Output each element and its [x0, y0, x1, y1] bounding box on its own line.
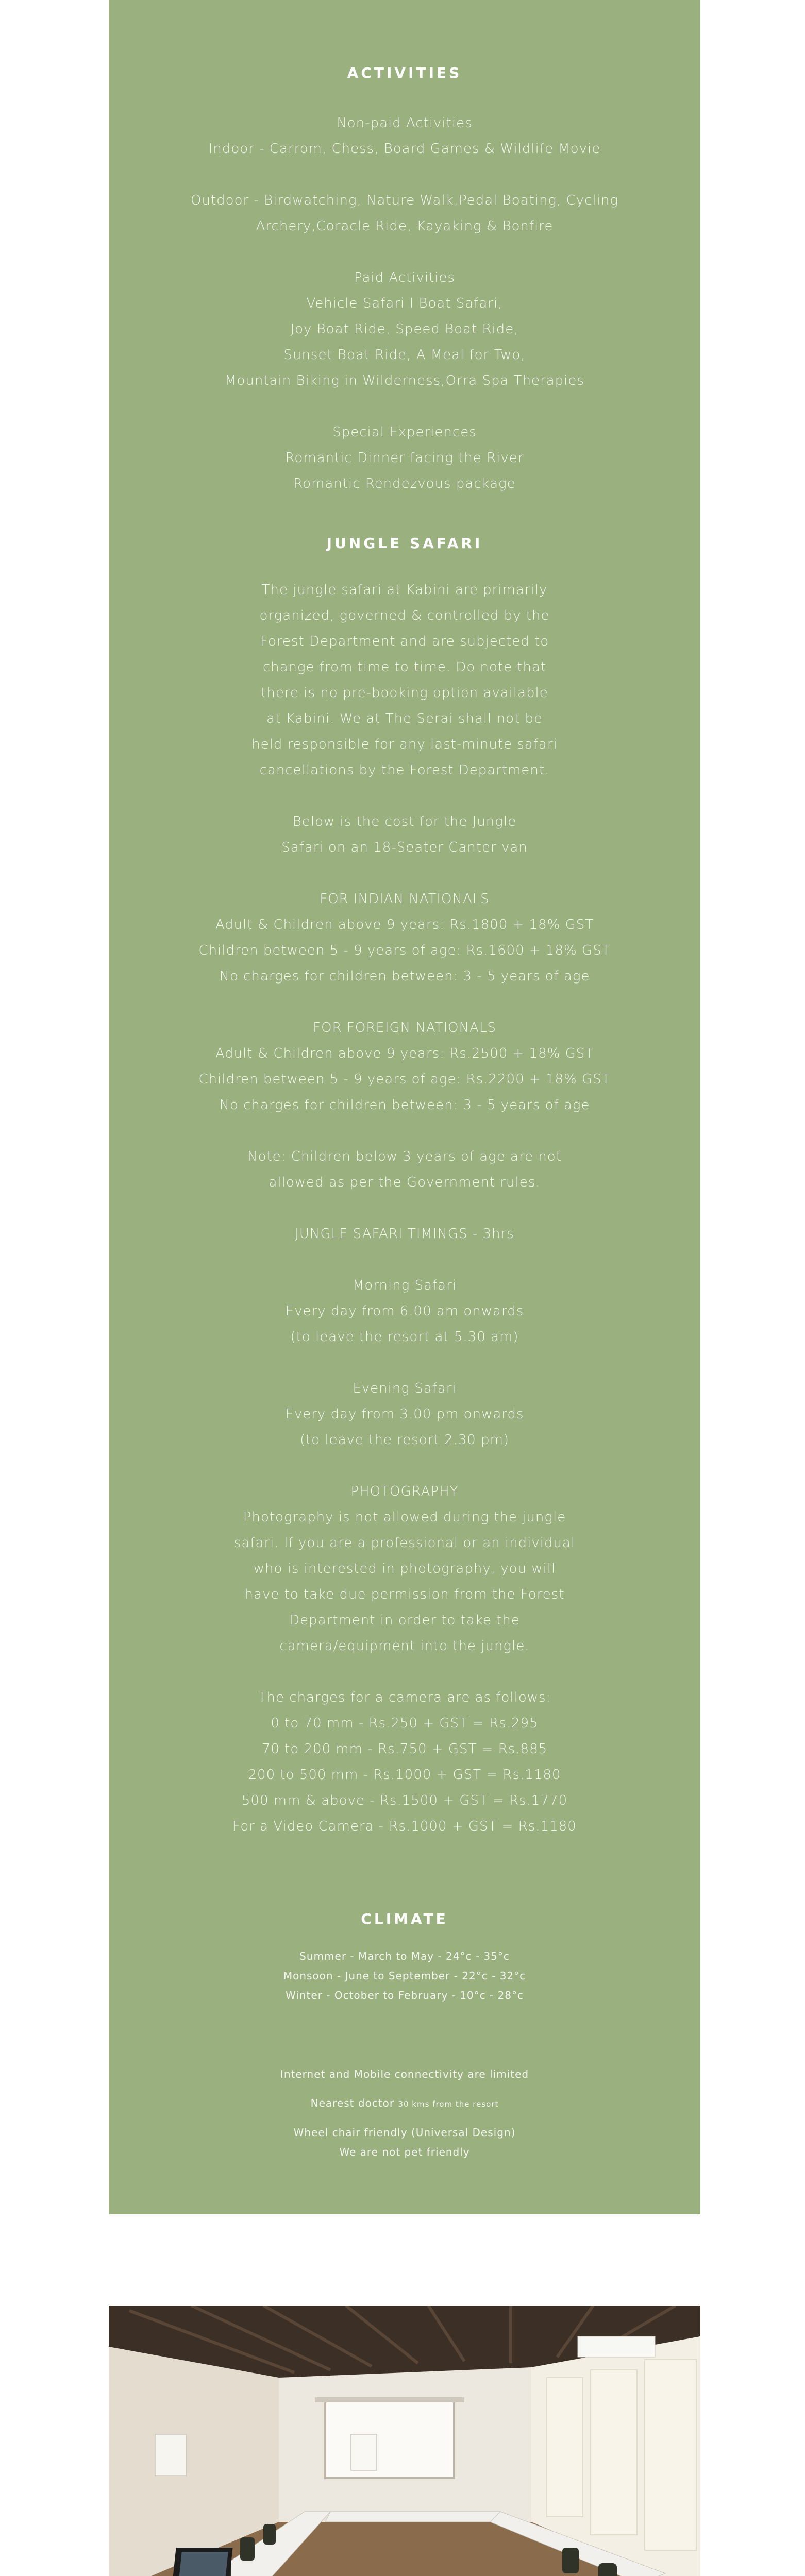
safari-evening [109, 1376, 700, 1453]
safari-line: 200 to 500 mm - Rs.1000 + GST = Rs.1180 [248, 1767, 561, 1783]
climate-section [109, 1910, 700, 1927]
activities-section [109, 64, 700, 81]
climate-season: Winter - October to February - 10°c - 28°c [285, 1989, 524, 2002]
climate-seasons [109, 1946, 700, 2005]
activity-line: Sunset Boat Ride, A Meal for Two, [283, 347, 526, 363]
activities-heading: ACTIVITIES [347, 64, 462, 81]
safari-indian-prices [109, 886, 700, 989]
safari-line: Adult & Children above 9 years: Rs.1800 + 18% GST [215, 917, 594, 933]
safari-intro [109, 577, 700, 783]
safari-line: Morning Safari [352, 1278, 457, 1293]
safari-line: No charges for children between: 3 - 5 years of age [219, 1097, 590, 1113]
safari-line: Safari on an 18-Seater Canter van [281, 840, 528, 855]
activity-line: Mountain Biking in Wilderness,Orra Spa Therapies [225, 373, 584, 388]
safari-cost-intro [109, 809, 700, 860]
safari-note [109, 1144, 700, 1195]
safari-line: have to take due permission from the Forest [244, 1587, 565, 1602]
safari-line: camera/equipment into the jungle. [279, 1638, 530, 1654]
connectivity-note: Internet and Mobile connectivity are limited [280, 2068, 529, 2080]
safari-line: change from time to time. Do note that [262, 659, 547, 675]
safari-line: Evening Safari [353, 1381, 457, 1396]
safari-line: cancellations by the Forest Department. [259, 762, 550, 778]
climate-season: Summer - March to May - 24°c - 35°c [299, 1950, 510, 1962]
safari-line: For a Video Camera - Rs.1000 + GST = Rs.1180 [232, 1819, 577, 1834]
activity-line: Joy Boat Ride, Speed Boat Ride, [290, 321, 519, 337]
climate-season: Monsoon - June to September - 22°c - 32°c [283, 1970, 526, 1982]
safari-line: 500 mm & above - Rs.1500 + GST = Rs.1770 [241, 1793, 568, 1808]
safari-line: Children between 5 - 9 years of age: Rs.1600 + 18% GST [198, 943, 611, 958]
safari-timings [109, 1221, 700, 1247]
safari-line: Below is the cost for the Jungle [292, 814, 517, 829]
conference-room-photo [109, 2306, 700, 2576]
safari-section [109, 535, 700, 552]
activity-line: Romantic Rendezvous package [293, 476, 516, 492]
climate-heading: CLIMATE [361, 1910, 448, 1927]
safari-line: Children between 5 - 9 years of age: Rs.2200 + 18% GST [198, 1072, 611, 1087]
pets-note: We are not pet friendly [339, 2146, 470, 2158]
safari-line: (to leave the resort 2.30 pm) [299, 1432, 510, 1448]
safari-line: allowed as per the Government rules. [269, 1175, 541, 1190]
info-panel [109, 0, 700, 2214]
activity-line: Non-paid Activities [337, 115, 473, 131]
safari-line: there is no pre-booking option available [261, 685, 548, 701]
safari-line: Note: Children below 3 years of age are not [247, 1149, 562, 1164]
safari-line: JUNGLE SAFARI TIMINGS - 3hrs [295, 1226, 514, 1242]
safari-morning [109, 1273, 700, 1350]
doctor-note [109, 2089, 700, 2119]
safari-line: FOR FOREIGN NATIONALS [313, 1020, 496, 1036]
activity-line: Special Experiences [332, 425, 477, 440]
safari-photography [109, 1479, 700, 1659]
safari-line: (to leave the resort at 5.30 am) [290, 1329, 519, 1345]
activity-line: Paid Activities [354, 270, 456, 285]
safari-line: at Kabini. We at The Serai shall not be [266, 711, 543, 726]
safari-line: 0 to 70 mm - Rs.250 + GST = Rs.295 [271, 1716, 539, 1731]
safari-line: safari. If you are a professional or an individual [233, 1535, 576, 1551]
safari-line: PHOTOGRAPHY [350, 1484, 459, 1499]
safari-line: The jungle safari at Kabini are primarily [261, 582, 548, 598]
safari-camera-charges [109, 1685, 700, 1839]
safari-line: Every day from 3.00 pm onwards [285, 1406, 524, 1422]
safari-line: FOR INDIAN NATIONALS [320, 891, 490, 907]
safari-line: The charges for a camera are as follows: [258, 1690, 551, 1705]
safari-line: Every day from 6.00 am onwards [285, 1303, 524, 1319]
safari-line: who is interested in photography, you will [253, 1561, 556, 1577]
safari-line: No charges for children between: 3 - 5 years of age [219, 969, 590, 984]
activity-line: Archery,Coracle Ride, Kayaking & Bonfire [256, 218, 554, 234]
safari-line: Photography is not allowed during the jungle [243, 1510, 566, 1525]
safari-foreign-prices [109, 1015, 700, 1118]
safari-line: organized, governed & controlled by the [259, 608, 550, 623]
conference-room-illustration [109, 2306, 700, 2576]
climate-notes [109, 2060, 700, 2162]
activities-nonpaid [109, 110, 700, 162]
activity-line: Outdoor - Birdwatching, Nature Walk,Pedal Boating, Cycling [191, 193, 618, 208]
activities-paid [109, 265, 700, 394]
safari-line: Department in order to take the [289, 1613, 520, 1628]
safari-line: Forest Department and are subjected to [260, 634, 549, 649]
safari-heading: JUNGLE SAFARI [326, 535, 483, 552]
safari-line: Adult & Children above 9 years: Rs.2500 + 18% GST [215, 1046, 594, 1061]
safari-line: 70 to 200 mm - Rs.750 + GST = Rs.885 [261, 1741, 548, 1757]
activities-special [109, 419, 700, 497]
wheelchair-note: Wheel chair friendly (Universal Design) [293, 2126, 516, 2139]
safari-line: held responsible for any last-minute safari [251, 737, 558, 752]
activity-line: Vehicle Safari I Boat Safari, [306, 296, 503, 311]
activity-line: Indoor - Carrom, Chess, Board Games & Wildlife Movie [208, 141, 601, 157]
activities-outdoor [109, 188, 700, 239]
activity-line: Romantic Dinner facing the River [285, 450, 524, 466]
doctor-label: Nearest doctor [310, 2097, 395, 2109]
doctor-distance: 30 kms from the resort [398, 2099, 499, 2109]
